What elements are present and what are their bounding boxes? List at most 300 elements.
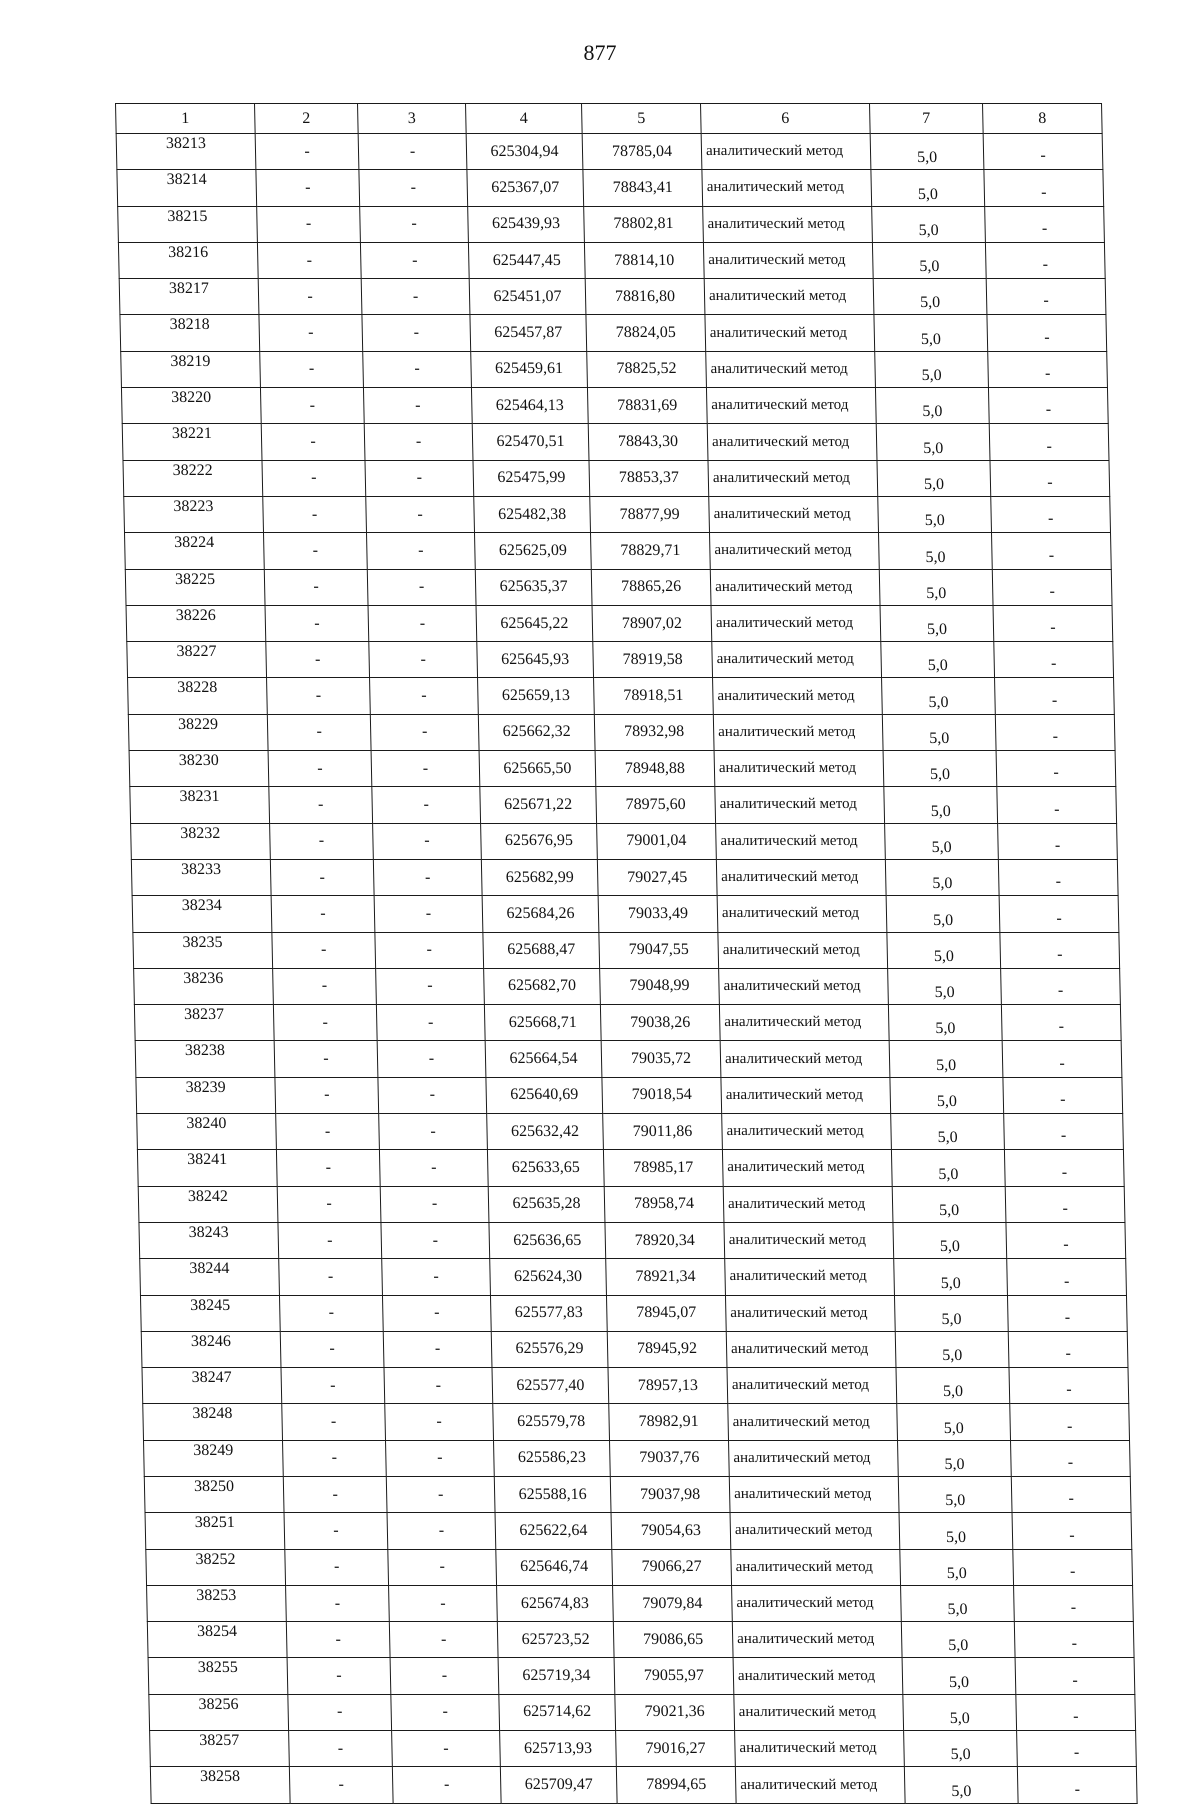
table-row	[139, 1222, 1126, 1258]
table-cell-col-1: 38253	[147, 1585, 287, 1621]
table-cell-col-6: аналитический метод	[707, 424, 877, 460]
table-row	[134, 968, 1121, 1004]
table-cell-col-1: 38258	[150, 1767, 290, 1803]
table-cell-col-7: 5,0	[896, 1368, 1010, 1404]
table-cell-col-8: -	[987, 315, 1107, 351]
table-cell-col-7: 5,0	[888, 968, 1002, 1004]
table-cell-col-3: -	[386, 1476, 495, 1512]
table-cell-col-6: аналитический метод	[726, 1331, 896, 1367]
table-cell-col-6: аналитический метод	[728, 1404, 898, 1440]
table-cell-col-4: 625459,61	[471, 351, 588, 387]
table-cell-col-2: -	[267, 678, 371, 714]
table-cell-col-8: -	[1010, 1404, 1130, 1440]
table-row	[141, 1331, 1128, 1367]
table-cell-col-2: -	[258, 279, 362, 315]
table-cell-col-5: 79037,76	[610, 1440, 730, 1476]
table-cell-col-4: 625636,65	[489, 1222, 606, 1258]
table-cell-col-2: -	[270, 859, 374, 895]
table-cell-col-1: 38217	[119, 279, 259, 315]
table-cell-col-5: 78865,26	[591, 569, 711, 605]
table-cell-col-5: 78945,07	[606, 1295, 726, 1331]
column-header-1: 1	[116, 104, 256, 134]
table-cell-col-7: 5,0	[891, 1150, 1005, 1186]
table-cell-col-6: аналитический метод	[709, 496, 879, 532]
column-header-7: 7	[870, 104, 984, 134]
table-cell-col-8: -	[1009, 1368, 1129, 1404]
table-row	[130, 787, 1117, 823]
table-cell-col-5: 79018,54	[602, 1077, 722, 1113]
table-cell-col-7: 5,0	[876, 424, 990, 460]
table-cell-col-4: 625588,16	[494, 1476, 611, 1512]
table-cell-col-6: аналитический метод	[701, 134, 871, 170]
table-cell-col-1: 38251	[145, 1513, 285, 1549]
column-header-6: 6	[701, 104, 871, 134]
table-cell-col-8: -	[992, 533, 1112, 569]
table-row	[140, 1259, 1127, 1295]
table-cell-col-2: -	[264, 569, 368, 605]
table-cell-col-3: -	[392, 1731, 501, 1767]
table-cell-col-5: 78945,92	[607, 1331, 727, 1367]
table-cell-col-3: -	[374, 896, 483, 932]
table-cell-col-2: -	[285, 1549, 389, 1585]
table-cell-col-6: аналитический метод	[716, 823, 886, 859]
table-cell-col-6: аналитический метод	[719, 1005, 889, 1041]
table-cell-col-1: 38236	[134, 968, 274, 1004]
table-cell-col-4: 625646,74	[496, 1549, 613, 1585]
table-cell-col-6: аналитический метод	[717, 896, 887, 932]
coordinates-table	[115, 103, 1138, 1804]
table-row	[128, 714, 1115, 750]
table-cell-col-3: -	[362, 315, 471, 351]
table-row	[148, 1658, 1135, 1694]
table-cell-col-5: 78948,88	[595, 751, 715, 787]
table-cell-col-6: аналитический метод	[735, 1731, 905, 1767]
table-cell-col-5: 78957,13	[608, 1368, 728, 1404]
table-cell-col-4: 625632,42	[487, 1114, 604, 1150]
table-cell-col-4: 625709,47	[500, 1767, 617, 1803]
table-cell-col-1: 38256	[149, 1694, 289, 1730]
table-cell-col-1: 38237	[134, 1005, 274, 1041]
table-cell-col-4: 625579,78	[493, 1404, 610, 1440]
table-cell-col-7: 5,0	[898, 1476, 1012, 1512]
table-cell-col-5: 78982,91	[609, 1404, 729, 1440]
table-cell-col-3: -	[379, 1114, 488, 1150]
table-cell-col-1: 38213	[116, 134, 256, 170]
table-cell-col-4: 625659,13	[478, 678, 595, 714]
table-cell-col-2: -	[276, 1150, 380, 1186]
table-cell-col-2: -	[275, 1077, 379, 1113]
table-cell-col-3: -	[379, 1150, 488, 1186]
table-cell-col-7: 5,0	[875, 388, 989, 424]
table-row	[121, 351, 1108, 387]
table-cell-col-7: 5,0	[900, 1549, 1014, 1585]
table-cell-col-6: аналитический метод	[734, 1694, 904, 1730]
table-cell-col-5: 79048,99	[600, 968, 720, 1004]
table-cell-col-3: -	[361, 279, 470, 315]
table-cell-col-7: 5,0	[889, 1041, 1003, 1077]
table-cell-col-8: -	[992, 569, 1112, 605]
table-cell-col-2: -	[259, 315, 363, 351]
table-cell-col-3: -	[383, 1331, 492, 1367]
table-cell-col-3: -	[380, 1186, 489, 1222]
table-cell-col-7: 5,0	[882, 714, 996, 750]
table-cell-col-3: -	[360, 206, 469, 242]
table-cell-col-5: 78843,41	[583, 170, 703, 206]
table-cell-col-6: аналитический метод	[732, 1585, 902, 1621]
table-cell-col-2: -	[280, 1331, 384, 1367]
table-cell-col-3: -	[391, 1694, 500, 1730]
table-cell-col-8: -	[998, 823, 1118, 859]
table-cell-col-6: аналитический метод	[722, 1150, 892, 1186]
table-cell-col-5: 78907,02	[592, 605, 712, 641]
table-cell-col-1: 38220	[121, 388, 261, 424]
table-cell-col-6: аналитический метод	[725, 1259, 895, 1295]
table-cell-col-8: -	[986, 279, 1106, 315]
table-cell-col-2: -	[273, 1005, 377, 1041]
table-cell-col-1: 38257	[150, 1731, 290, 1767]
table-cell-col-4: 625684,26	[482, 896, 599, 932]
table-cell-col-3: -	[386, 1440, 495, 1476]
table-cell-col-6: аналитический метод	[708, 460, 878, 496]
table-cell-col-2: -	[260, 351, 364, 387]
table-cell-col-5: 79027,45	[597, 859, 717, 895]
table-cell-col-3: -	[388, 1549, 497, 1585]
table-cell-col-4: 625625,09	[475, 533, 592, 569]
table-cell-col-5: 78825,52	[587, 351, 707, 387]
table-cell-col-4: 625664,54	[485, 1041, 602, 1077]
table-cell-col-7: 5,0	[878, 496, 992, 532]
table-row	[140, 1295, 1127, 1331]
table-cell-col-4: 625662,32	[478, 714, 595, 750]
table-cell-col-8: -	[1012, 1513, 1132, 1549]
table-cell-col-6: аналитический метод	[729, 1440, 899, 1476]
table-body	[116, 134, 1137, 1804]
table-row	[118, 206, 1105, 242]
table-cell-col-4: 625723,52	[497, 1622, 614, 1658]
table-cell-col-8: -	[1015, 1658, 1135, 1694]
table-cell-col-4: 625671,22	[480, 787, 597, 823]
table-row	[150, 1731, 1137, 1767]
table-cell-col-7: 5,0	[874, 315, 988, 351]
table-cell-col-7: 5,0	[904, 1767, 1018, 1803]
table-row	[137, 1114, 1124, 1150]
table-cell-col-5: 78824,05	[586, 315, 706, 351]
table-cell-col-2: -	[268, 751, 372, 787]
table-cell-col-1: 38228	[128, 678, 268, 714]
table-cell-col-4: 625719,34	[498, 1658, 615, 1694]
table-cell-col-1: 38254	[147, 1622, 287, 1658]
column-header-5: 5	[582, 104, 702, 134]
table-cell-col-6: аналитический метод	[702, 170, 872, 206]
table-cell-col-8: -	[990, 460, 1110, 496]
table-cell-col-8: -	[1001, 968, 1121, 1004]
table-cell-col-2: -	[255, 134, 359, 170]
table-cell-col-2: -	[289, 1731, 393, 1767]
table-cell-col-3: -	[381, 1222, 490, 1258]
table-row	[137, 1150, 1124, 1186]
table-cell-col-4: 625586,23	[494, 1440, 611, 1476]
table-cell-col-2: -	[274, 1041, 378, 1077]
table-cell-col-2: -	[283, 1440, 387, 1476]
table-cell-col-3: -	[370, 714, 479, 750]
table-cell-col-1: 38221	[122, 424, 262, 460]
table-cell-col-3: -	[370, 678, 479, 714]
table-cell-col-7: 5,0	[870, 134, 984, 170]
table-cell-col-2: -	[279, 1259, 383, 1295]
table-cell-col-2: -	[286, 1622, 390, 1658]
table-cell-col-7: 5,0	[872, 206, 986, 242]
table-row	[134, 1005, 1121, 1041]
table-cell-col-3: -	[367, 533, 476, 569]
table-cell-col-4: 625676,95	[481, 823, 598, 859]
table-cell-col-5: 78814,10	[584, 242, 704, 278]
table-cell-col-7: 5,0	[904, 1731, 1018, 1767]
table-row	[147, 1622, 1134, 1658]
table-cell-col-6: аналитический метод	[719, 968, 889, 1004]
table-cell-col-1: 38233	[131, 859, 271, 895]
table-cell-col-8: -	[1002, 1041, 1122, 1077]
table-cell-col-4: 625576,29	[491, 1331, 608, 1367]
table-cell-col-5: 78816,80	[585, 279, 705, 315]
table-cell-col-7: 5,0	[897, 1404, 1011, 1440]
table-cell-col-6: аналитический метод	[713, 678, 883, 714]
table-row	[117, 170, 1104, 206]
table-cell-col-4: 625633,65	[487, 1150, 604, 1186]
table-cell-col-2: -	[267, 714, 371, 750]
table-cell-col-3: -	[392, 1767, 501, 1803]
table-cell-col-4: 625475,99	[473, 460, 590, 496]
table-cell-col-3: -	[384, 1368, 493, 1404]
table-cell-col-2: -	[270, 823, 374, 859]
table-cell-col-5: 78877,99	[590, 496, 710, 532]
table-cell-col-4: 625451,07	[469, 279, 586, 315]
table-cell-col-2: -	[283, 1476, 387, 1512]
table-row	[149, 1694, 1136, 1730]
table-cell-col-3: -	[372, 787, 481, 823]
table-cell-col-1: 38235	[133, 932, 273, 968]
table-cell-col-5: 79037,98	[610, 1476, 730, 1512]
table-cell-col-1: 38248	[143, 1404, 283, 1440]
table-cell-col-7: 5,0	[901, 1585, 1015, 1621]
table-cell-col-5: 78853,37	[589, 460, 709, 496]
table-cell-col-8: -	[985, 206, 1105, 242]
table-cell-col-3: -	[363, 351, 472, 387]
table-cell-col-2: -	[263, 496, 367, 532]
table-cell-col-2: -	[277, 1186, 381, 1222]
table-cell-col-6: аналитический метод	[705, 315, 875, 351]
table-cell-col-6: аналитический метод	[720, 1041, 890, 1077]
table-cell-col-3: -	[376, 968, 485, 1004]
table-cell-col-8: -	[988, 388, 1108, 424]
table-cell-col-5: 79033,49	[598, 896, 718, 932]
table-cell-col-8: -	[1006, 1222, 1126, 1258]
table-cell-col-8: -	[993, 605, 1113, 641]
table-cell-col-6: аналитический метод	[729, 1476, 899, 1512]
table-cell-col-5: 79055,97	[614, 1658, 734, 1694]
table-cell-col-3: -	[363, 388, 472, 424]
table-cell-col-1: 38252	[146, 1549, 286, 1585]
table-cell-col-5: 78994,65	[616, 1767, 736, 1803]
table-cell-col-6: аналитический метод	[714, 751, 884, 787]
table-cell-col-3: -	[360, 242, 469, 278]
table-row	[143, 1404, 1130, 1440]
table-cell-col-2: -	[272, 932, 376, 968]
table-cell-col-6: аналитический метод	[710, 533, 880, 569]
table-cell-col-1: 38247	[142, 1368, 282, 1404]
table-row	[125, 533, 1112, 569]
table-cell-col-2: -	[264, 533, 368, 569]
table-cell-col-4: 625439,93	[468, 206, 585, 242]
table-cell-col-5: 79016,27	[616, 1731, 736, 1767]
table-cell-col-1: 38242	[138, 1186, 278, 1222]
column-header-4: 4	[466, 104, 583, 134]
table-cell-col-3: -	[365, 460, 474, 496]
table-cell-col-5: 79021,36	[615, 1694, 735, 1730]
table-row	[138, 1186, 1125, 1222]
table-row	[132, 896, 1119, 932]
table-cell-col-1: 38222	[123, 460, 263, 496]
table-cell-col-1: 38244	[140, 1259, 280, 1295]
table-cell-col-3: -	[367, 569, 476, 605]
table-cell-col-3: -	[385, 1404, 494, 1440]
table-cell-col-3: -	[387, 1513, 496, 1549]
table-cell-col-5: 78958,74	[604, 1186, 724, 1222]
table-cell-col-1: 38245	[140, 1295, 280, 1331]
table-cell-col-1: 38232	[131, 823, 271, 859]
table-cell-col-4: 625635,37	[475, 569, 592, 605]
table-cell-col-1: 38229	[128, 714, 268, 750]
table-cell-col-2: -	[286, 1585, 390, 1621]
table-cell-col-7: 5,0	[879, 533, 993, 569]
table-cell-col-3: -	[371, 751, 480, 787]
table-cell-col-1: 38243	[139, 1222, 279, 1258]
table-cell-col-6: аналитический метод	[704, 279, 874, 315]
table-cell-col-6: аналитический метод	[718, 932, 888, 968]
table-cell-col-7: 5,0	[902, 1658, 1016, 1694]
table-cell-col-2: -	[266, 642, 370, 678]
table-row	[125, 569, 1112, 605]
column-header-8: 8	[983, 104, 1103, 134]
table-cell-col-6: аналитический метод	[706, 388, 876, 424]
table-cell-col-6: аналитический метод	[723, 1186, 893, 1222]
table-cell-col-2: -	[262, 460, 366, 496]
table-cell-col-8: -	[1004, 1114, 1124, 1150]
table-cell-col-6: аналитический метод	[727, 1368, 897, 1404]
table-cell-col-4: 625304,94	[466, 134, 583, 170]
table-row	[126, 605, 1113, 641]
table-cell-col-8: -	[1011, 1440, 1131, 1476]
table-cell-col-3: -	[378, 1077, 487, 1113]
table-cell-col-4: 625624,30	[490, 1259, 607, 1295]
column-header-2: 2	[255, 104, 359, 134]
table-cell-col-1: 38227	[127, 642, 267, 678]
table-row	[146, 1549, 1133, 1585]
table-cell-col-5: 78918,51	[594, 678, 714, 714]
table-cell-col-4: 625682,99	[481, 859, 598, 895]
table-cell-col-2: -	[257, 242, 361, 278]
table-cell-col-4: 625447,45	[468, 242, 585, 278]
table-cell-col-7: 5,0	[901, 1622, 1015, 1658]
table-cell-col-5: 79079,84	[613, 1585, 733, 1621]
table-cell-col-7: 5,0	[894, 1295, 1008, 1331]
table-cell-col-3: -	[366, 496, 475, 532]
table-cell-col-1: 38255	[148, 1658, 288, 1694]
table-cell-col-7: 5,0	[890, 1077, 1004, 1113]
table-cell-col-4: 625482,38	[474, 496, 591, 532]
table-cell-col-2: -	[256, 170, 360, 206]
table-cell-col-8: -	[1014, 1585, 1134, 1621]
table-cell-col-4: 625674,83	[497, 1585, 614, 1621]
table-cell-col-3: -	[389, 1585, 498, 1621]
table-cell-col-6: аналитический метод	[730, 1513, 900, 1549]
table-cell-col-3: -	[368, 605, 477, 641]
table-cell-col-1: 38225	[125, 569, 265, 605]
table-cell-col-7: 5,0	[888, 1005, 1002, 1041]
table-cell-col-4: 625457,87	[470, 315, 587, 351]
table-cell-col-4: 625464,13	[471, 388, 588, 424]
table-cell-col-5: 79035,72	[601, 1041, 721, 1077]
table-cell-col-6: аналитический метод	[731, 1549, 901, 1585]
table-cell-col-3: -	[359, 170, 468, 206]
table-cell-col-2: -	[281, 1368, 385, 1404]
table-cell-col-2: -	[288, 1694, 392, 1730]
table-cell-col-4: 625470,51	[472, 424, 589, 460]
table-cell-col-8: -	[994, 642, 1114, 678]
table-cell-col-8: -	[995, 678, 1115, 714]
table-row	[142, 1368, 1129, 1404]
table-cell-col-6: аналитический метод	[711, 605, 881, 641]
table-cell-col-1: 38241	[137, 1150, 277, 1186]
table-cell-col-5: 79047,55	[599, 932, 719, 968]
table-cell-col-3: -	[377, 1041, 486, 1077]
table-cell-col-7: 5,0	[884, 787, 998, 823]
table-cell-col-4: 625645,93	[477, 642, 594, 678]
table-cell-col-6: аналитический метод	[722, 1114, 892, 1150]
table-row	[121, 388, 1108, 424]
table-cell-col-5: 78985,17	[603, 1150, 723, 1186]
table-cell-col-1: 38223	[124, 496, 264, 532]
table-cell-col-8: -	[1003, 1077, 1123, 1113]
table-row	[144, 1476, 1131, 1512]
table-cell-col-4: 625688,47	[483, 932, 600, 968]
table-cell-col-2: -	[271, 896, 375, 932]
table-cell-col-8: -	[1014, 1622, 1134, 1658]
table-cell-col-8: -	[999, 896, 1119, 932]
table-cell-col-5: 78785,04	[582, 134, 702, 170]
table-cell-col-8: -	[1001, 1005, 1121, 1041]
table-cell-col-2: -	[257, 206, 361, 242]
table-cell-col-6: аналитический метод	[712, 642, 882, 678]
table-row	[122, 424, 1109, 460]
table-cell-col-1: 38240	[137, 1114, 277, 1150]
table-cell-col-6: аналитический метод	[715, 787, 885, 823]
table-cell-col-7: 5,0	[887, 932, 1001, 968]
table-cell-col-8: -	[995, 714, 1115, 750]
table-cell-col-4: 625635,28	[488, 1186, 605, 1222]
table-cell-col-4: 625622,64	[495, 1513, 612, 1549]
table-cell-col-8: -	[983, 134, 1103, 170]
table-cell-col-8: -	[989, 424, 1109, 460]
table-cell-col-5: 79011,86	[603, 1114, 723, 1150]
table-cell-col-7: 5,0	[872, 242, 986, 278]
table-cell-col-6: аналитический метод	[724, 1222, 894, 1258]
table-cell-col-2: -	[289, 1767, 393, 1803]
table-cell-col-6: аналитический метод	[716, 859, 886, 895]
table-cell-col-4: 625645,22	[476, 605, 593, 641]
column-header-3: 3	[358, 104, 467, 134]
table-row	[147, 1585, 1134, 1621]
table-cell-col-2: -	[273, 968, 377, 1004]
